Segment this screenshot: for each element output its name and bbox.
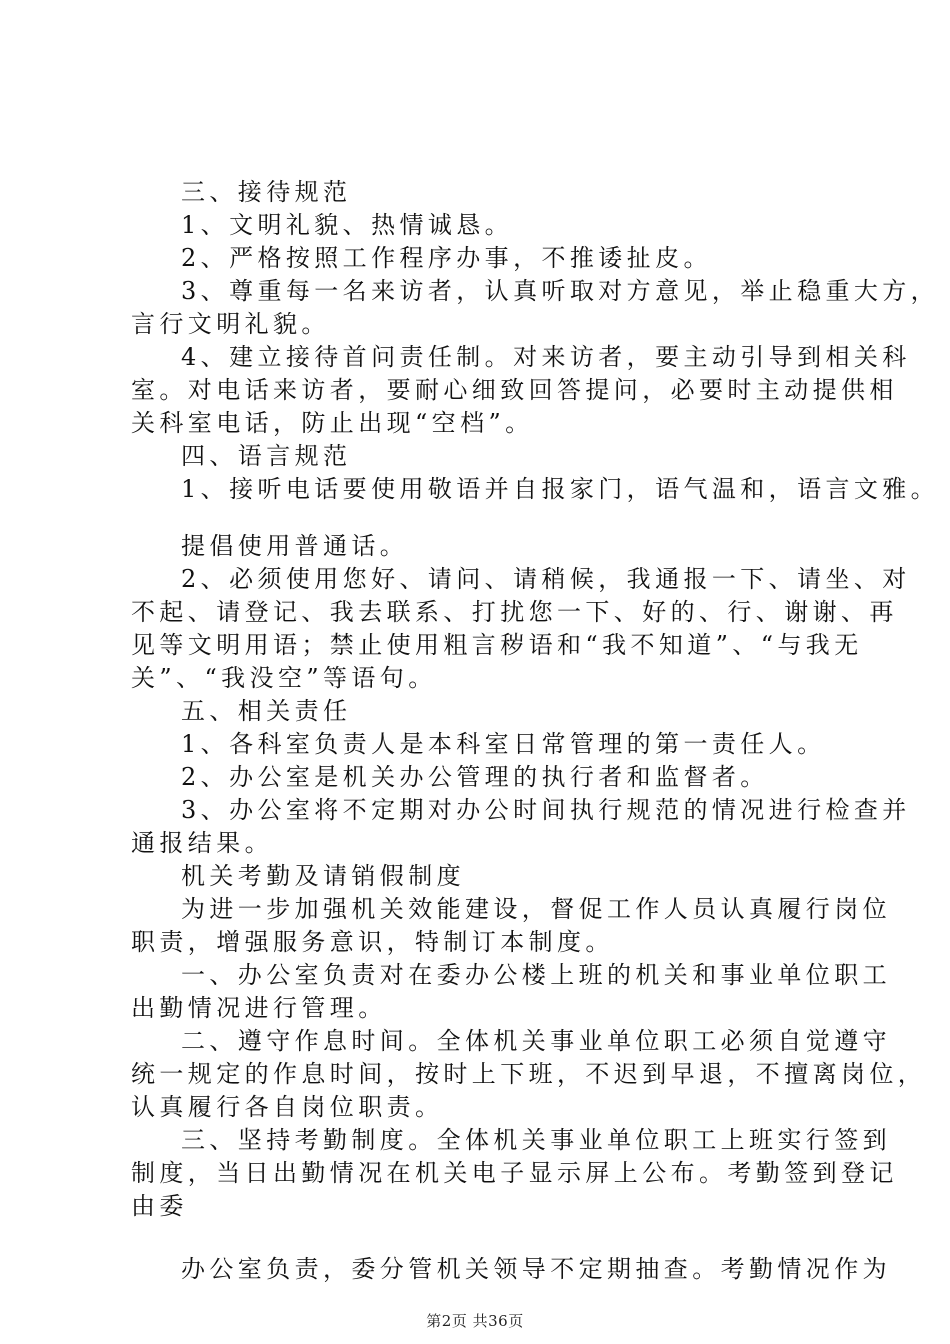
- paragraph-line: 为进一步加强机关效能建设，督促工作人员认真履行岗位: [181, 895, 891, 923]
- paragraph-line: 1、接听电话要使用敬语并自报家门，语气温和，语言文雅。: [181, 475, 940, 503]
- document-title: 机关考勤及请销假制度: [181, 862, 465, 890]
- paragraph-line: 制度，当日出勤情况在机关电子显示屏上公布。考勤签到登记: [131, 1159, 898, 1187]
- paragraph-line: 二、遵守作息时间。全体机关事业单位职工必须自觉遵守: [181, 1027, 891, 1055]
- paragraph-line: 提倡使用普通话。: [181, 532, 409, 560]
- paragraph-line: 见等文明用语；禁止使用粗言秽语和“我不知道”、“与我无: [131, 631, 863, 659]
- paragraph-line: 3、尊重每一名来访者，认真听取对方意见，举止稳重大方，: [181, 277, 940, 305]
- section-heading: 五、相关责任: [181, 697, 352, 725]
- paragraph-line: 出勤情况进行管理。: [131, 994, 387, 1022]
- paragraph-line: 认真履行各自岗位职责。: [131, 1093, 444, 1121]
- paragraph-line: 4、建立接待首问责任制。对来访者，要主动引导到相关科: [181, 343, 911, 371]
- paragraph-line: 职责，增强服务意识，特制订本制度。: [131, 928, 614, 956]
- page-number-footer: 第2页 共36页: [426, 1312, 524, 1330]
- paragraph-line: 由委: [131, 1192, 188, 1220]
- paragraph-line: 一、办公室负责对在委办公楼上班的机关和事业单位职工: [181, 961, 891, 989]
- paragraph-line: 言行文明礼貌。: [131, 310, 330, 338]
- paragraph-line: 2、办公室是机关办公管理的执行者和监督者。: [181, 763, 769, 791]
- section-heading: 四、语言规范: [181, 442, 352, 470]
- paragraph-line: 1、各科室负责人是本科室日常管理的第一责任人。: [181, 730, 826, 758]
- paragraph-line: 三、坚持考勤制度。全体机关事业单位职工上班实行签到: [181, 1126, 891, 1154]
- paragraph-line: 室。对电话来访者，要耐心细致回答提问，必要时主动提供相: [131, 376, 898, 404]
- paragraph-line: 通报结果。: [131, 829, 273, 857]
- paragraph-line: 关科室电话，防止出现“空档”。: [131, 409, 534, 437]
- paragraph-line: 2、必须使用您好、请问、请稍候，我通报一下、请坐、对: [181, 565, 911, 593]
- paragraph-line: 办公室负责，委分管机关领导不定期抽查。考勤情况作为: [181, 1255, 891, 1283]
- paragraph-line: 3、办公室将不定期对办公时间执行规范的情况进行检查并: [181, 796, 911, 824]
- section-heading: 三、接待规范: [181, 178, 352, 206]
- paragraph-line: 关”、“我没空”等语句。: [131, 664, 437, 692]
- paragraph-line: 统一规定的作息时间，按时上下班，不迟到早退，不擅离岗位，: [131, 1060, 927, 1088]
- paragraph-line: 2、严格按照工作程序办事，不推诿扯皮。: [181, 244, 712, 272]
- paragraph-line: 不起、请登记、我去联系、打扰您一下、好的、行、谢谢、再: [131, 598, 898, 626]
- paragraph-line: 1、文明礼貌、热情诚恳。: [181, 211, 514, 239]
